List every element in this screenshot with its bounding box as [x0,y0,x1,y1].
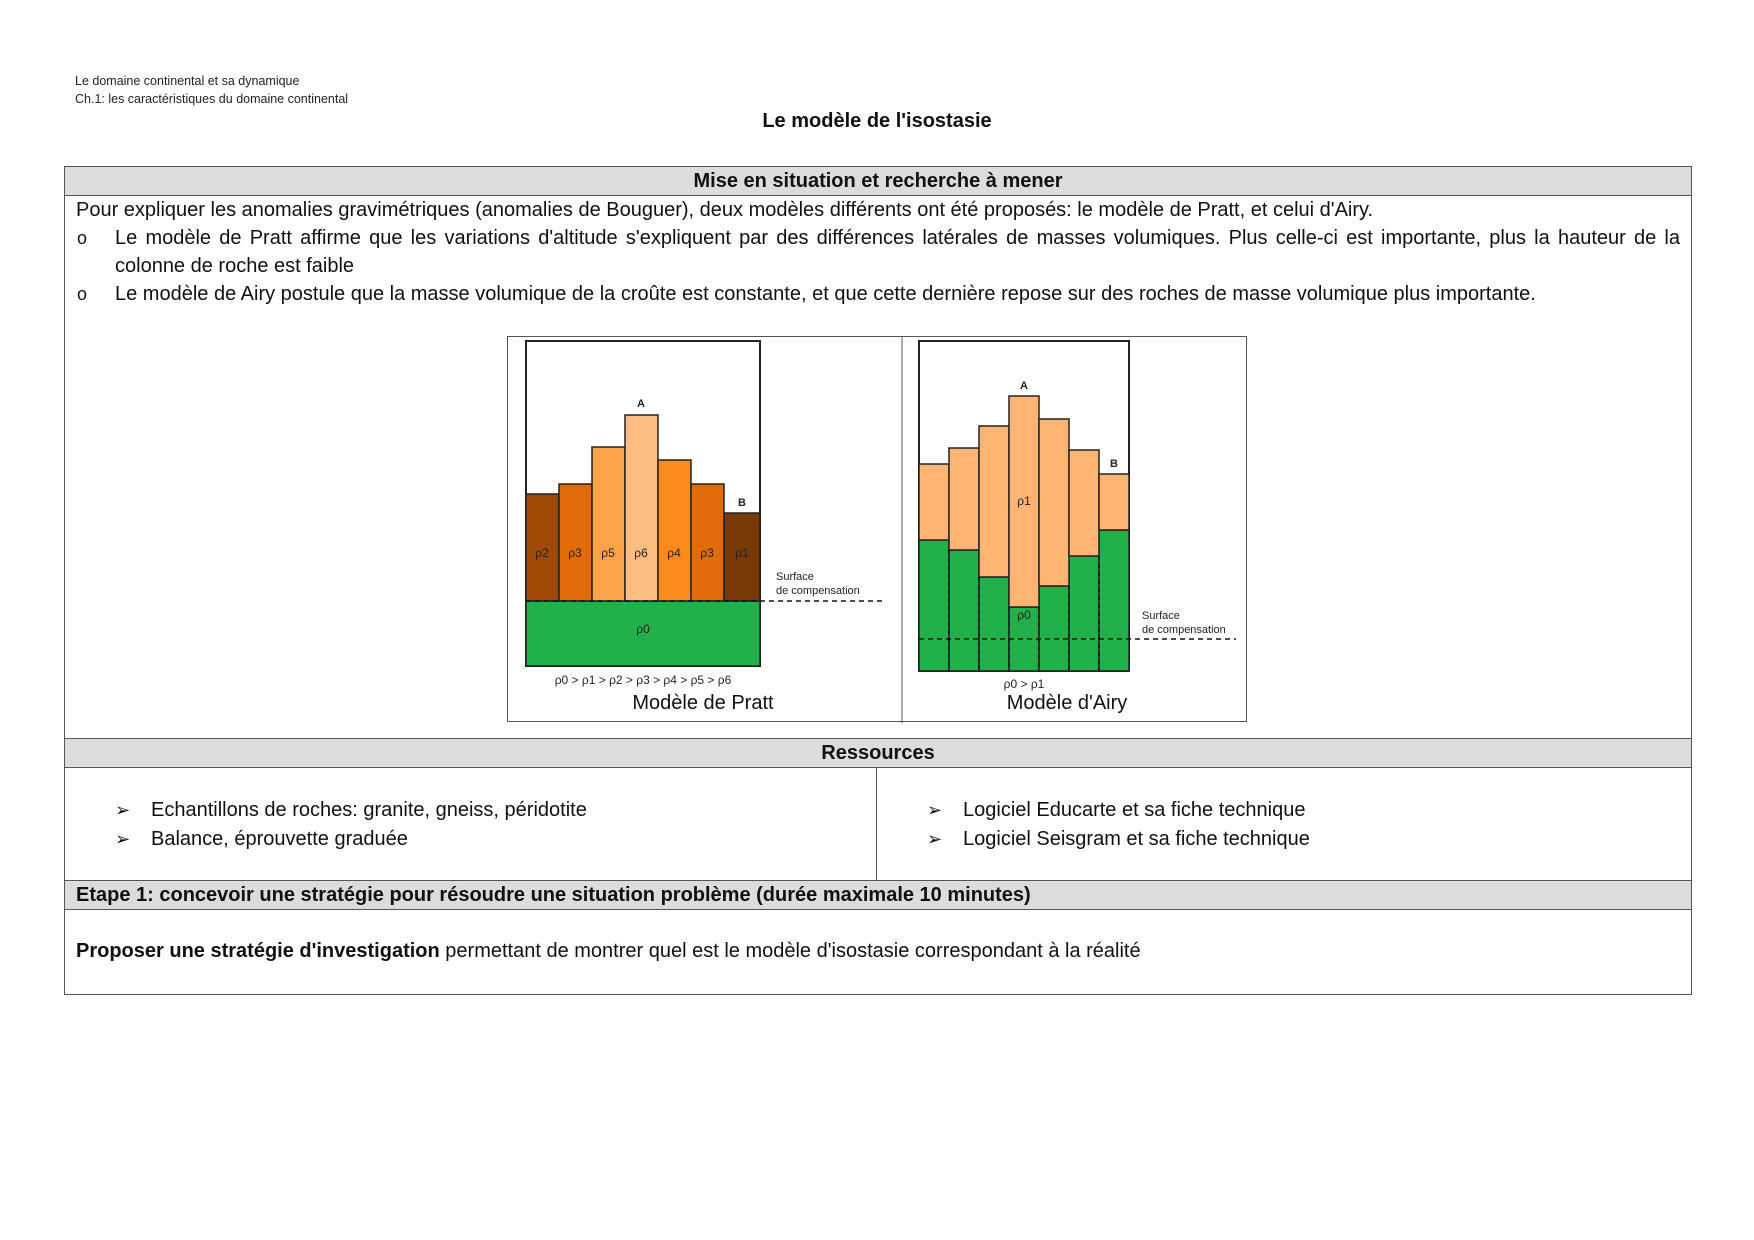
header-chapter: Ch.1: les caractéristiques du domaine continental [75,92,349,106]
arrow-bullet-icon: ➢ [927,800,943,820]
resource-text: Balance, éprouvette graduée [151,828,408,850]
airy-crust-column [979,426,1009,577]
bullet-pratt-text: Le modèle de Pratt affirme que les variations d'altitude s'expliquent par des différences latérales de masses volumiques. Plus celle-ci est importante, plus la hauteur de la colonne de roche est faible [115,227,1680,277]
airy-mantle-block [979,577,1009,671]
section-heading-etape1: Etape 1: concevoir une stratégie pour résoudre une situation problème (durée maximale 10 minutes) [65,881,1691,910]
airy-label-b: B [1110,458,1118,470]
bullet-airy [65,280,1691,308]
pratt-label-a: A [637,398,645,410]
airy-mantle-block [949,550,979,671]
airy-surface-label: de compensation [1142,624,1226,636]
header-course: Le domaine continental et sa dynamique [75,74,300,88]
pratt-column-label: ρ3 [700,546,714,560]
airy-crust-column [1069,450,1099,556]
airy-mantle-block [1039,586,1069,671]
pratt-column-label: ρ6 [634,546,648,560]
pratt-column [658,460,691,601]
bullet-airy-text: Le modèle de Airy postule que la masse volumique de la croûte est constante, et que cette dernière repose sur des roches de masse volumique plus importante. [115,283,1536,305]
airy-surface-label: Surface [1142,610,1180,622]
intro-paragraph: Pour expliquer les anomalies gravimétriques (anomalies de Bouguer), deux modèles différents ont été proposés: le modèle de Pratt, et celui d'Airy. [76,199,1374,221]
airy-diagram [919,341,1236,691]
resources-row [65,768,1691,881]
pratt-column [592,447,625,601]
section-heading-resources: Ressources [65,738,1691,768]
bullet-pratt [65,224,1691,280]
page-title: Le modèle de l'isostasie [762,110,992,132]
resource-item [877,825,1691,854]
airy-mantle-block [1069,556,1099,671]
pratt-column-label: ρ2 [535,546,549,560]
resources-right-cell [877,768,1691,880]
pratt-label-b: B [738,497,746,509]
etape1-bold-text: Proposer une stratégie d'investigation [76,940,440,962]
etape1-instruction [65,910,1691,994]
pratt-column-label: ρ5 [601,546,615,560]
airy-crust-column [1039,419,1069,586]
resource-text: Logiciel Seisgram et sa fiche technique [963,828,1310,850]
airy-crust-column [949,448,979,550]
pratt-caption: Modèle de Pratt [632,692,774,714]
airy-crust-label: ρ1 [1017,494,1031,508]
airy-crust-column [1099,474,1129,530]
pratt-surface-label: Surface [776,571,814,583]
bullet-marker: o [77,228,88,248]
airy-crust-column [919,464,949,540]
pratt-column [691,484,724,601]
pratt-base-label: ρ0 [636,622,650,636]
pratt-density-relation: ρ0 > ρ1 > ρ2 > ρ3 > ρ4 > ρ5 > ρ6 [554,673,732,687]
resource-item [65,825,876,854]
resource-item [877,796,1691,825]
pratt-column-label: ρ3 [568,546,582,560]
pratt-surface-label: de compensation [776,585,860,597]
bullet-marker: o [77,284,88,304]
airy-mantle-block [1099,530,1129,671]
worksheet-table [64,166,1692,995]
pratt-diagram [526,341,886,687]
airy-density-relation: ρ0 > ρ1 [1003,677,1045,691]
resources-left-cell [65,768,877,880]
isostasy-figure [507,336,1247,722]
resource-item [65,796,876,825]
arrow-bullet-icon: ➢ [115,829,131,849]
arrow-bullet-icon: ➢ [927,829,943,849]
etape1-rest-text: permettant de montrer quel est le modèle d'isostasie correspondant à la réalité [439,940,1141,962]
resource-text: Echantillons de roches: granite, gneiss, péridotite [151,799,587,821]
section-heading-situation: Mise en situation et recherche à mener [65,167,1691,196]
isostasy-diagrams [508,337,1248,723]
arrow-bullet-icon: ➢ [115,800,131,820]
resource-text: Logiciel Educarte et sa fiche technique [963,799,1306,821]
airy-label-a: A [1020,380,1028,392]
pratt-column-label: ρ1 [735,546,749,560]
pratt-column [625,415,658,601]
pratt-column [559,484,592,601]
airy-caption: Modèle d'Airy [1006,692,1128,714]
pratt-column-label: ρ4 [667,546,681,560]
figure-area [65,308,1691,738]
airy-mantle-block [919,540,949,671]
airy-mantle-label: ρ0 [1017,608,1031,622]
